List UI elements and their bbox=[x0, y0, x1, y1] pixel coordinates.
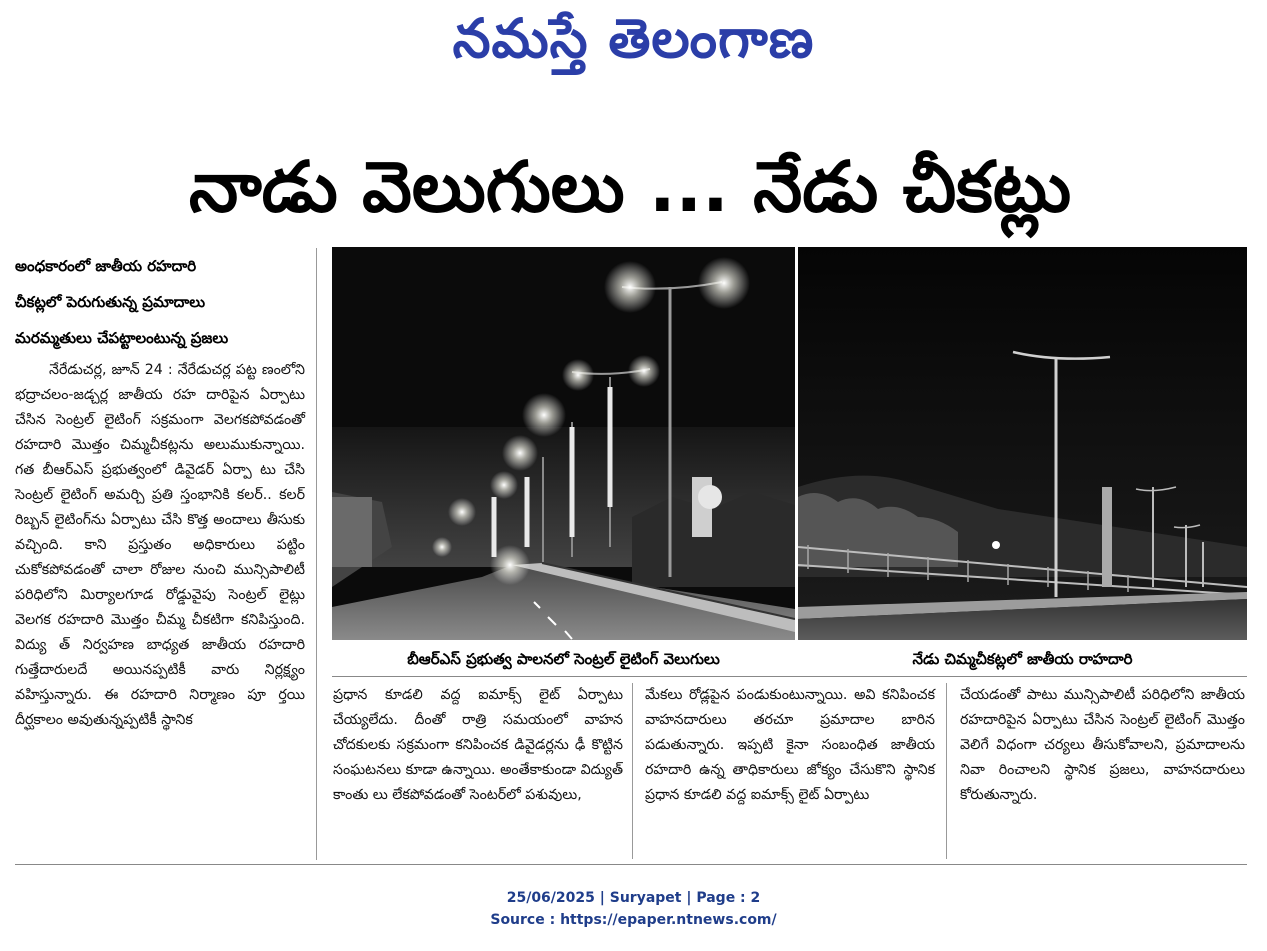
photo-dark-road bbox=[798, 247, 1247, 640]
caption-right: నేడు చిమ్మచీకట్లలో జాతీయ రాహదారి bbox=[912, 650, 1133, 668]
article-column-3: మేకలు రోడ్లపైన పండుకుంటున్నాయి. అవి కనిపించక వాహనదారులు తరచూ ప్రమాదాల బారిన పడుతున్నారు. ఇప్పటి కైనా సంబంధిత జాతీయ రహదారి ఉన్న తాధికారులు జోక్యం చేసుకొని స్థానిక ప్రధాన కూడలి వద్ద ఐమాక్స్ లైట్ ఏర్పాటు bbox=[645, 687, 935, 803]
column-divider bbox=[632, 683, 633, 859]
page-headline: నాడు వెలుగులు ... నేడు చీకట్లు bbox=[188, 146, 1072, 228]
masthead-logo: నమస్తే తెలంగాణ bbox=[452, 7, 815, 70]
footer-date-edition: 25/06/2025 | Suryapet | Page : 2 bbox=[506, 890, 761, 906]
column-divider bbox=[946, 683, 947, 859]
caption-left: బీఆర్ఎస్ ప్రభుత్వ పాలనలో సెంట్రల్ లైటింగ్ వెలుగులు bbox=[407, 650, 720, 668]
column-divider bbox=[316, 248, 317, 860]
article-column-2: ప్రధాన కూడలి వద్ద ఐమాక్స్ లైట్ ఏర్పాటు చేయ్యలేదు. దీంతో రాత్రి సమయంలో వాహన చోదకులకు సక్రమంగా కనిపించక డివైడర్లను ఢీ కొట్టిన సంఘటనలు కూడా ఉన్నాయి. అంతేకాకుండా విద్యుత్ కాంతు లు లేకపోవడంతో సెంటర్‌లో పశువులు, bbox=[333, 687, 623, 803]
footer-source: Source : https://epaper.ntnews.com/ bbox=[490, 912, 777, 928]
subhead-3: మరమ్మతులు చేపట్టాలంటున్న ప్రజలు bbox=[15, 329, 229, 347]
subhead-2: చీకట్లలో పెరుగుతున్న ప్రమాదాలు bbox=[15, 293, 206, 311]
subhead-1: అంధకారంలో జాతీయ రహదారి bbox=[15, 257, 197, 275]
caption-divider bbox=[332, 676, 1247, 677]
article-column-4: చేయడంతో పాటు మున్సిపాలిటీ పరిధిలోని జాతీయ రహదారిపైన ఏర్పాటు చేసిన సెంట్రల్ లైటింగ్ మొత్తం వెలిగే విధంగా చర్యలు తీసుకోవాలని, ప్రమాదాలను నివా రించాలని స్థానిక ప్రజలు, వాహనదారులు కోరుతున్నారు. bbox=[960, 687, 1245, 803]
bottom-rule bbox=[15, 864, 1247, 865]
photo-lit-road bbox=[332, 247, 795, 640]
article-column-1: నేరేడుచర్ల, జూన్ 24 : నేరేడుచర్ల పట్ట ణంలోని భద్రాచలం-జడ్చర్ల జాతీయ రహ దారిపైన ఏర్పాటు చేసిన సెంట్రల్ లైటింగ్ సక్రమంగా వెలగకపోవడంతో రహదారి మొత్తం చిమ్మచీకట్లను అలుముకున్నాయి. గత బీఆర్ఎస్ ప్రభుత్వంలో డివైడర్ ఏర్పా టు చేసి సెంట్రల్ లైటింగ్ అమర్చి ప్రతి స్తంభానికి కలర్.. కలర్ రిబ్బన్ లైటింగ్‌ను ఏర్పాటు చేసి కొత్త అందాలు తీసుకు వచ్చింది. కాని ప్రస్తుతం అధికారులు పట్టిం చుకోకపోవడంతో చాలా రోజుల నుంచి మున్సిపాలిటీ పరిధిలోని మిర్యాలగూడ రోడ్డువైపు సెంట్రల్ లైట్లు వెలగక రహదారి మొత్తం చీమ్మ చీకటిగా కనిపిస్తుంది. విద్యు త్ నిర్వహణ బాధ్యత జాతీయ రహదారి గుత్తేదారులదే అయినప్పటికీ వారు నిర్లక్ష్యం వహిస్తున్నారు. ఈ రహదారి నిర్మాణం పూ ర్తయి దీర్ఘకాలం అవుతున్నప్పటికీ స్థానిక bbox=[15, 362, 305, 728]
